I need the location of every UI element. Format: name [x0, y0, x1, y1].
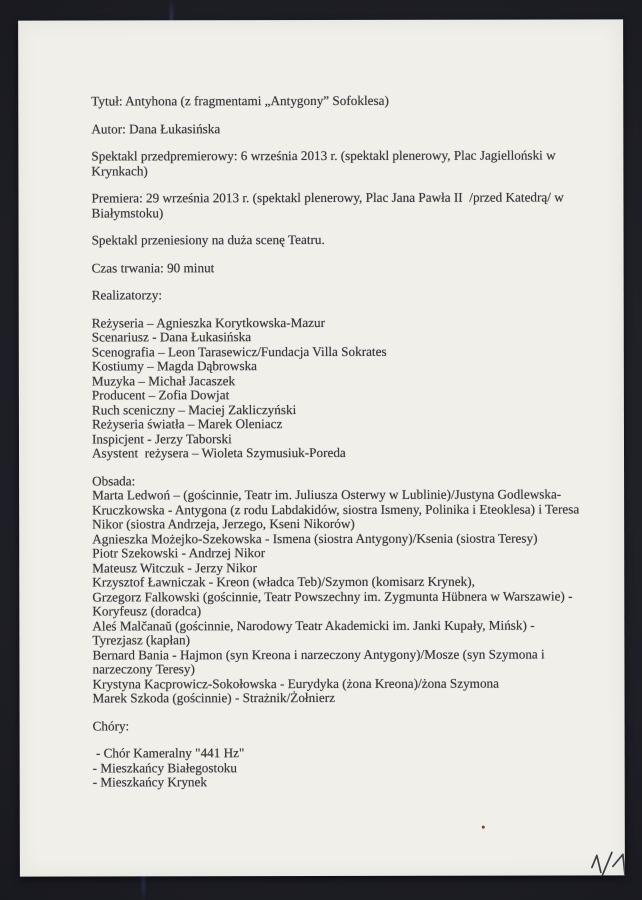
- scan-artifact-streak-bottom: [142, 874, 145, 900]
- premiere-paragraph: [91, 190, 595, 220]
- text-line: Marta Ledwoń – (gościnnie, Teatr im. Juliusza Osterwy w Lublinie)/Justyna Godlewska-: [92, 486, 562, 503]
- text-line: Marek Szkoda (gościnnie) - Strażnik/Żołnierz: [92, 689, 335, 706]
- handwritten-1-slash-1-icon: [586, 848, 625, 876]
- text-line: Premiera: 29 września 2013 r. (spektakl plenerowy, Plac Jana Pawła II /przed Katedrą/ w: [91, 189, 564, 206]
- text-line: Krystyna Kacprowicz-Sokołowska - Eurydyka (żona Kreona)/żona Szymona: [92, 675, 499, 691]
- text-line: Kruczkowska - Antygona (z rodu Labdakidów, siostra Ismeny, Polinika i Eteoklesa) i Teresa: [92, 500, 580, 517]
- crew-list: [92, 315, 596, 461]
- text-line: Producent – Zofia Dowjat: [91, 387, 230, 403]
- preview-performance-paragraph: [91, 148, 595, 178]
- text-line: Reżyseria – Agnieszka Korytkowska-Mazur: [91, 314, 326, 330]
- text-line: - Mieszkańcy Białegostoku: [92, 759, 237, 775]
- text-line: Inspicjent - Jerzy Taborski: [91, 430, 232, 446]
- red-ink-dot: [482, 826, 485, 829]
- document-title-line: [91, 93, 595, 109]
- text-line: Reżyseria światła – Marek Oleniacz: [91, 416, 283, 432]
- text-line: Tyrezjasz (kapłan): [92, 632, 190, 648]
- text-line: Bernard Bania - Hajmon (syn Kreona i narzeczony Antygony)/Mosze (syn Szymona i: [92, 646, 545, 662]
- text-line: Mateusz Witczuk - Jerzy Nikor: [92, 559, 258, 575]
- text-line: Białymstoku): [91, 204, 164, 220]
- text-line: Piotr Szekowski - Andrzej Nikor: [92, 545, 266, 561]
- document-text: [91, 93, 596, 790]
- handwritten-page-marker: [586, 848, 625, 876]
- text-line: Realizatorzy:: [91, 287, 162, 303]
- duration-line: [92, 260, 596, 276]
- text-line: - Mieszkańcy Krynek: [92, 774, 207, 790]
- cast-list: [92, 487, 596, 706]
- text-line: Spektakl przedpremierowy: 6 września 2013 r. (spektakl plenerowy, Plac Jagielloński w: [91, 147, 556, 164]
- text-line: - Chór Kameralny "441 Hz": [92, 745, 245, 761]
- text-line: Koryfeusz (doradca): [92, 603, 202, 619]
- text-line: Tytuł: Antyhona (z fragmentami „Antygony” Sofoklesa): [91, 92, 389, 109]
- scanned-document-page: [18, 19, 625, 876]
- text-line: Aleś Malčanaŭ (gościnnie, Narodowy Teatr Akademicki im. Janki Kupały, Mińsk) -: [92, 617, 535, 633]
- text-line: Agnieszka Możejko-Szekowska - Ismena (siostra Antygony)/Ksenia (siostra Teresy): [92, 530, 538, 546]
- text-line: Nikor (siostra Andrzeja, Jerzego, Kseni Nikorów): [92, 515, 355, 532]
- text-line: Kostiumy – Magda Dąbrowska: [91, 358, 258, 374]
- choirs-heading: [93, 718, 597, 734]
- text-line: Krynkach): [91, 162, 148, 178]
- text-line: Scenariusz - Dana Łukasińska: [91, 329, 252, 345]
- transfer-note-line: [92, 232, 596, 248]
- choirs-list: [93, 745, 597, 790]
- text-line: Scenografia – Leon Tarasewicz/Fundacja Villa Sokrates: [91, 343, 387, 359]
- text-line: Autor: Dana Łukasińska: [91, 120, 221, 136]
- author-line: [91, 121, 595, 137]
- text-line: Obsada:: [92, 472, 136, 488]
- text-line: Krzysztof Ławniczak - Kreon (władca Teb)/Szymon (komisarz Krynek),: [92, 573, 475, 590]
- crew-heading: [92, 287, 596, 303]
- text-line: Ruch sceniczny – Maciej Zakliczyński: [91, 401, 297, 417]
- text-line: Muzyka – Michał Jacaszek: [91, 372, 236, 388]
- text-line: Grzegorz Falkowski (gościnnie, Teatr Powszechny im. Zygmunta Hübnera w Warszawie) -: [92, 587, 573, 604]
- text-line: Chóry:: [92, 717, 130, 733]
- text-line: Asystent reżysera – Wioleta Szymusiuk-Poreda: [91, 444, 346, 461]
- text-line: narzeczony Teresy): [92, 661, 195, 677]
- text-line: Czas trwania: 90 minut: [91, 259, 215, 275]
- text-line: Spektakl przeniesiony na duża scenę Teatru.: [91, 231, 325, 248]
